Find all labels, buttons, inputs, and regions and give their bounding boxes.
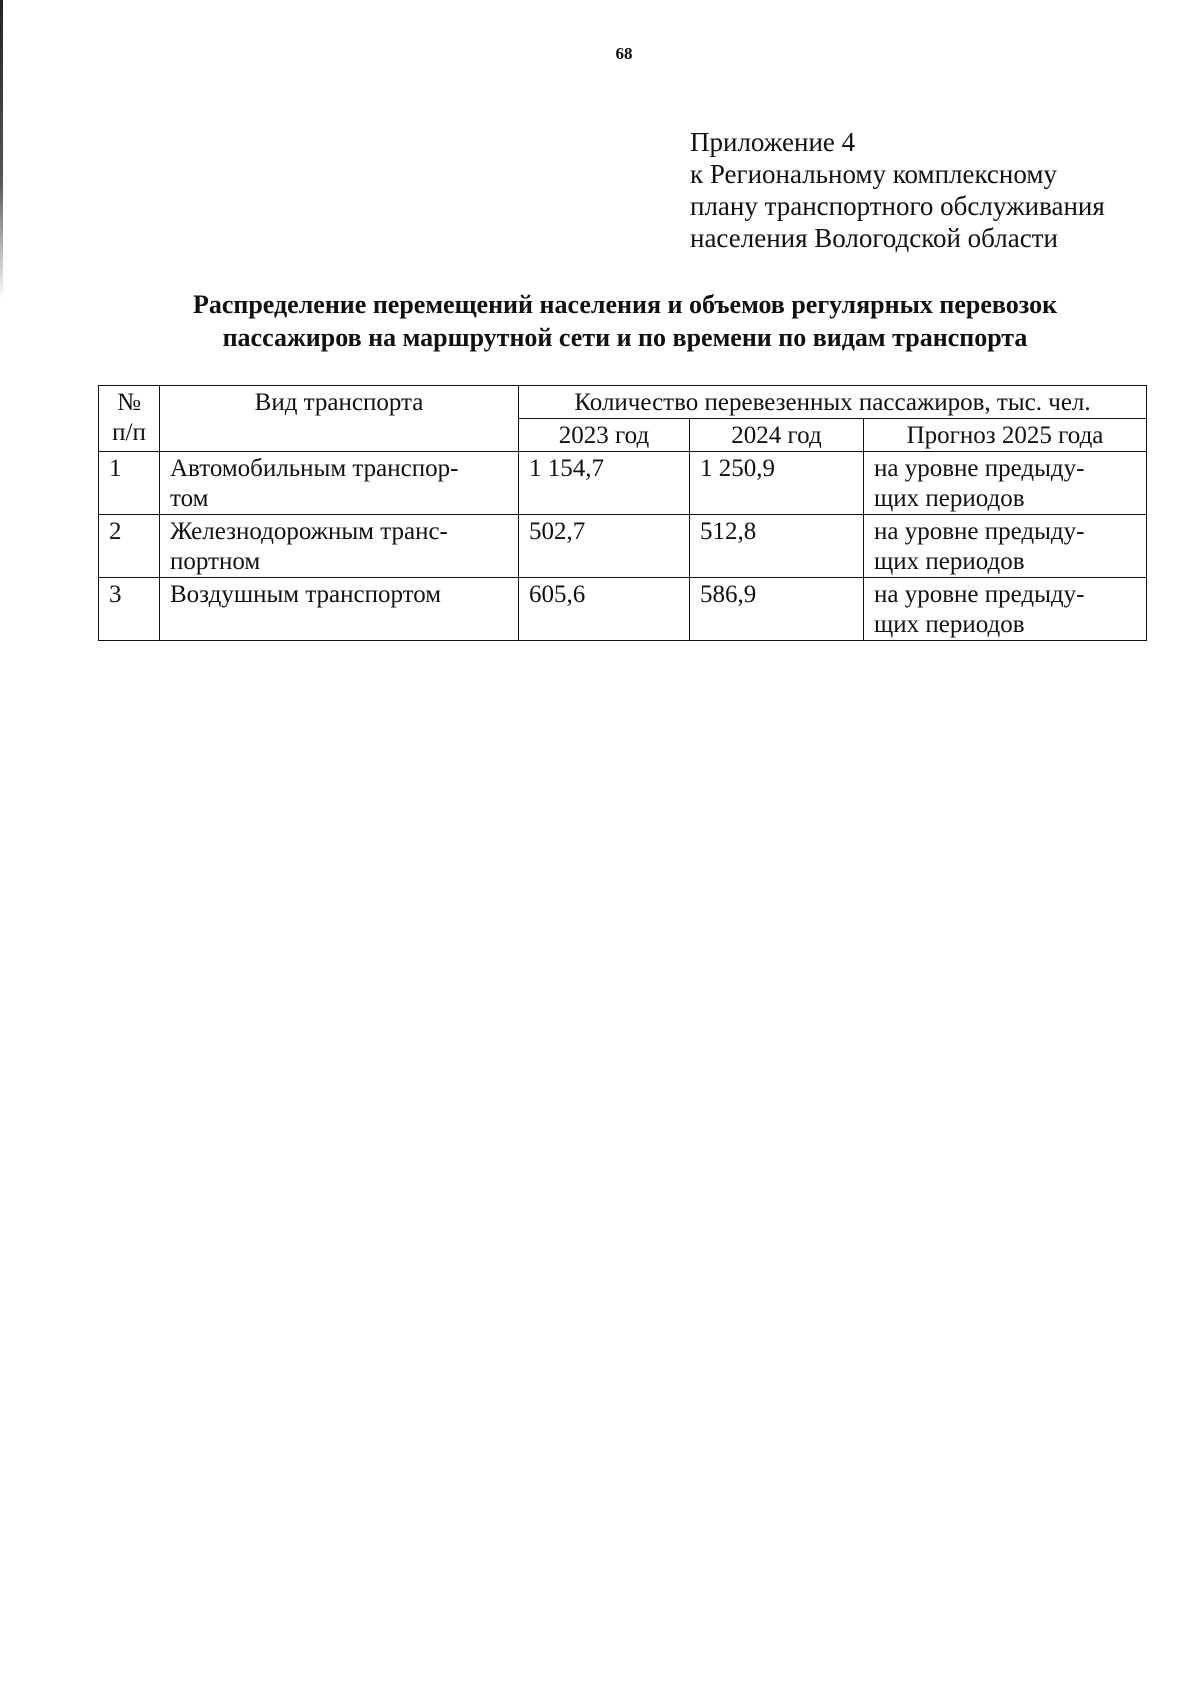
appendix-line: к Региональному комплексному	[690, 159, 1057, 189]
row-forecast-line: на уровне предыду-	[874, 518, 1085, 545]
row-transport-type-line: Автомобильным транспор-	[170, 455, 459, 482]
table-header	[99, 386, 1147, 452]
row-number: 1	[99, 452, 160, 515]
row-forecast	[864, 452, 1147, 515]
passenger-distribution-table	[98, 385, 1147, 641]
page-number: 68	[615, 44, 633, 63]
row-value-2023: 605,6	[519, 578, 690, 641]
table-row	[99, 452, 1147, 515]
header-year-2024: 2024 год	[690, 419, 864, 452]
table-row	[99, 515, 1147, 578]
row-value-2024: 586,9	[690, 578, 864, 641]
row-forecast	[864, 515, 1147, 578]
row-transport-type	[160, 515, 519, 578]
document-title-line: Распределение перемещений населения и объемов регулярных перевозок	[192, 290, 1058, 319]
row-value-2023: 1 154,7	[519, 452, 690, 515]
header-number-cell	[99, 386, 160, 452]
document-title	[100, 288, 1150, 354]
table-row	[99, 578, 1147, 641]
row-transport-type	[160, 578, 519, 641]
row-number: 3	[99, 578, 160, 641]
header-transport-type: Вид транспорта	[160, 386, 519, 452]
document-title-line: пассажиров на маршрутной сети и по времени по видам транспорта	[222, 323, 1028, 352]
row-value-2023: 502,7	[519, 515, 690, 578]
row-transport-type-line: Железнодорожным транс-	[170, 518, 448, 545]
table-header-row	[99, 386, 1147, 419]
row-forecast-line: щих периодов	[874, 548, 1025, 575]
row-number: 2	[99, 515, 160, 578]
row-transport-type	[160, 452, 519, 515]
row-transport-type-line: Воздушным транспортом	[170, 581, 442, 608]
header-forecast-2025: Прогноз 2025 года	[864, 419, 1147, 452]
row-transport-type-line: том	[170, 485, 209, 512]
row-forecast-line: на уровне предыду-	[874, 455, 1085, 482]
row-forecast	[864, 578, 1147, 641]
row-value-2024: 1 250,9	[690, 452, 864, 515]
appendix-line: Приложение 4	[690, 127, 856, 157]
appendix-line: плану транспортного обслуживания	[690, 191, 1105, 221]
header-number-abbr: п/п	[112, 419, 146, 446]
row-forecast-line: на уровне предыду-	[874, 581, 1085, 608]
header-number-sign: №	[117, 389, 141, 416]
row-value-2024: 512,8	[690, 515, 864, 578]
table-body	[99, 452, 1147, 641]
header-year-2023: 2023 год	[519, 419, 690, 452]
row-forecast-line: щих периодов	[874, 611, 1025, 638]
row-transport-type-line: портном	[170, 548, 261, 575]
header-passengers-group: Количество перевезенных пассажиров, тыс. чел.	[519, 386, 1147, 419]
row-forecast-line: щих периодов	[874, 485, 1025, 512]
appendix-block	[690, 126, 1105, 254]
appendix-line: населения Вологодской области	[690, 223, 1058, 253]
